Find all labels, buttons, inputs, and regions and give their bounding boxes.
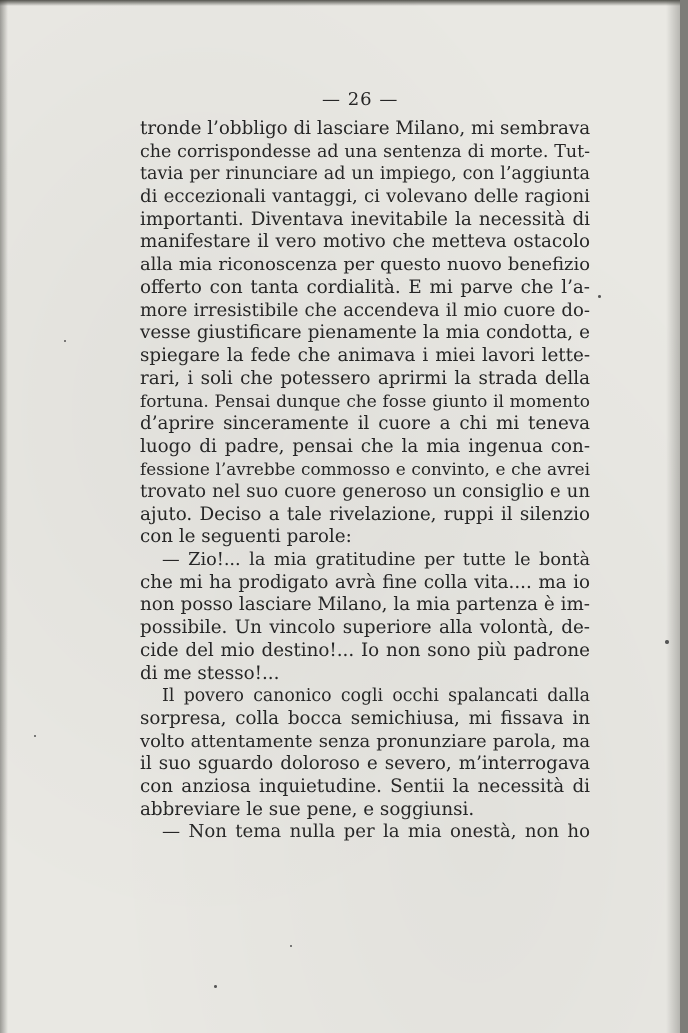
text-line: alla mia riconoscenza per questo nuovo benefizio bbox=[140, 254, 590, 276]
text-line: spiegare la fede che animava i miei lavori lette- bbox=[140, 344, 590, 366]
text-line: ajuto. Deciso a tale rivelazione, ruppi il silenzio bbox=[140, 503, 590, 525]
text-line: che mi ha prodigato avrà fine colla vita.... ma io bbox=[140, 571, 590, 593]
text-line: abbreviare le sue pene, e soggiunsi. bbox=[140, 798, 475, 820]
page-number: — 26 — bbox=[322, 89, 399, 110]
text-line: cide del mio destino!... Io non sono più padrone bbox=[140, 639, 590, 661]
paper-speck bbox=[34, 735, 36, 737]
text-line: importanti. Diventava inevitabile la necessità di bbox=[140, 208, 590, 230]
text-line: di eccezionali vantaggi, ci volevano delle ragioni bbox=[140, 186, 590, 208]
text-line: il suo sguardo doloroso e severo, m’interrogava bbox=[140, 753, 590, 775]
text-line: di me stesso!... bbox=[140, 662, 280, 684]
paper-speck bbox=[665, 640, 669, 644]
text-line: offerto con tanta cordialità. E mi parve che l’a- bbox=[140, 276, 590, 298]
text-line: tronde l’obbligo di lasciare Milano, mi sembrava bbox=[140, 118, 591, 139]
text-line: rari, i soli che potessero aprirmi la strada della bbox=[140, 367, 590, 389]
text-line: sorpresa, colla bocca semichiusa, mi fissava in bbox=[140, 707, 590, 729]
right-page-edge bbox=[666, 0, 680, 1033]
body-text bbox=[140, 118, 590, 844]
text-line: — Non tema nulla per la mia onestà, non ho bbox=[162, 821, 590, 843]
text-line: fortuna. Pensai dunque che fosse giunto il momento bbox=[140, 391, 590, 412]
text-line: vesse giustificare pienamente la mia condotta, e bbox=[140, 322, 590, 344]
text-line: volto attentamente senza pronunziare parola, ma bbox=[140, 730, 590, 752]
text-line: luogo di padre, pensai che la mia ingenua con- bbox=[140, 435, 590, 457]
text-line: d’aprire sinceramente il cuore a chi mi teneva bbox=[140, 412, 590, 434]
top-edge-shadow bbox=[0, 0, 680, 6]
text-line: tavia per rinunciare ad un impiego, con l’aggiunta bbox=[140, 164, 590, 185]
text-line: — Zio!... la mia gratitudine per tutte le bontà bbox=[162, 550, 590, 571]
text-line: con anziosa inquietudine. Sentii la necessità di bbox=[140, 775, 590, 797]
left-binding-shadow bbox=[0, 0, 8, 1033]
paper-speck bbox=[598, 295, 601, 298]
paper-speck bbox=[214, 985, 217, 988]
text-line: non posso lasciare Milano, la mia partenza è im- bbox=[140, 594, 590, 616]
text-line: che corrispondesse ad una sentenza di morte. Tut- bbox=[140, 141, 590, 162]
paper-speck bbox=[290, 945, 292, 947]
text-line: possibile. Un vincolo superiore alla volontà, de- bbox=[140, 617, 590, 639]
text-line: Il povero canonico cogli occhi spalancati dalla bbox=[162, 686, 590, 707]
paper-speck bbox=[64, 340, 66, 342]
text-line: more irresistibile che accendeva il mio cuore do- bbox=[140, 299, 590, 321]
text-line: manifestare il vero motivo che metteva ostacolo bbox=[140, 231, 590, 253]
text-line: fessione l’avrebbe commosso e convinto, e che avrei bbox=[140, 459, 590, 480]
text-line: trovato nel suo cuore generoso un consiglio e un bbox=[140, 481, 590, 502]
text-line: con le seguenti parole: bbox=[140, 526, 352, 548]
